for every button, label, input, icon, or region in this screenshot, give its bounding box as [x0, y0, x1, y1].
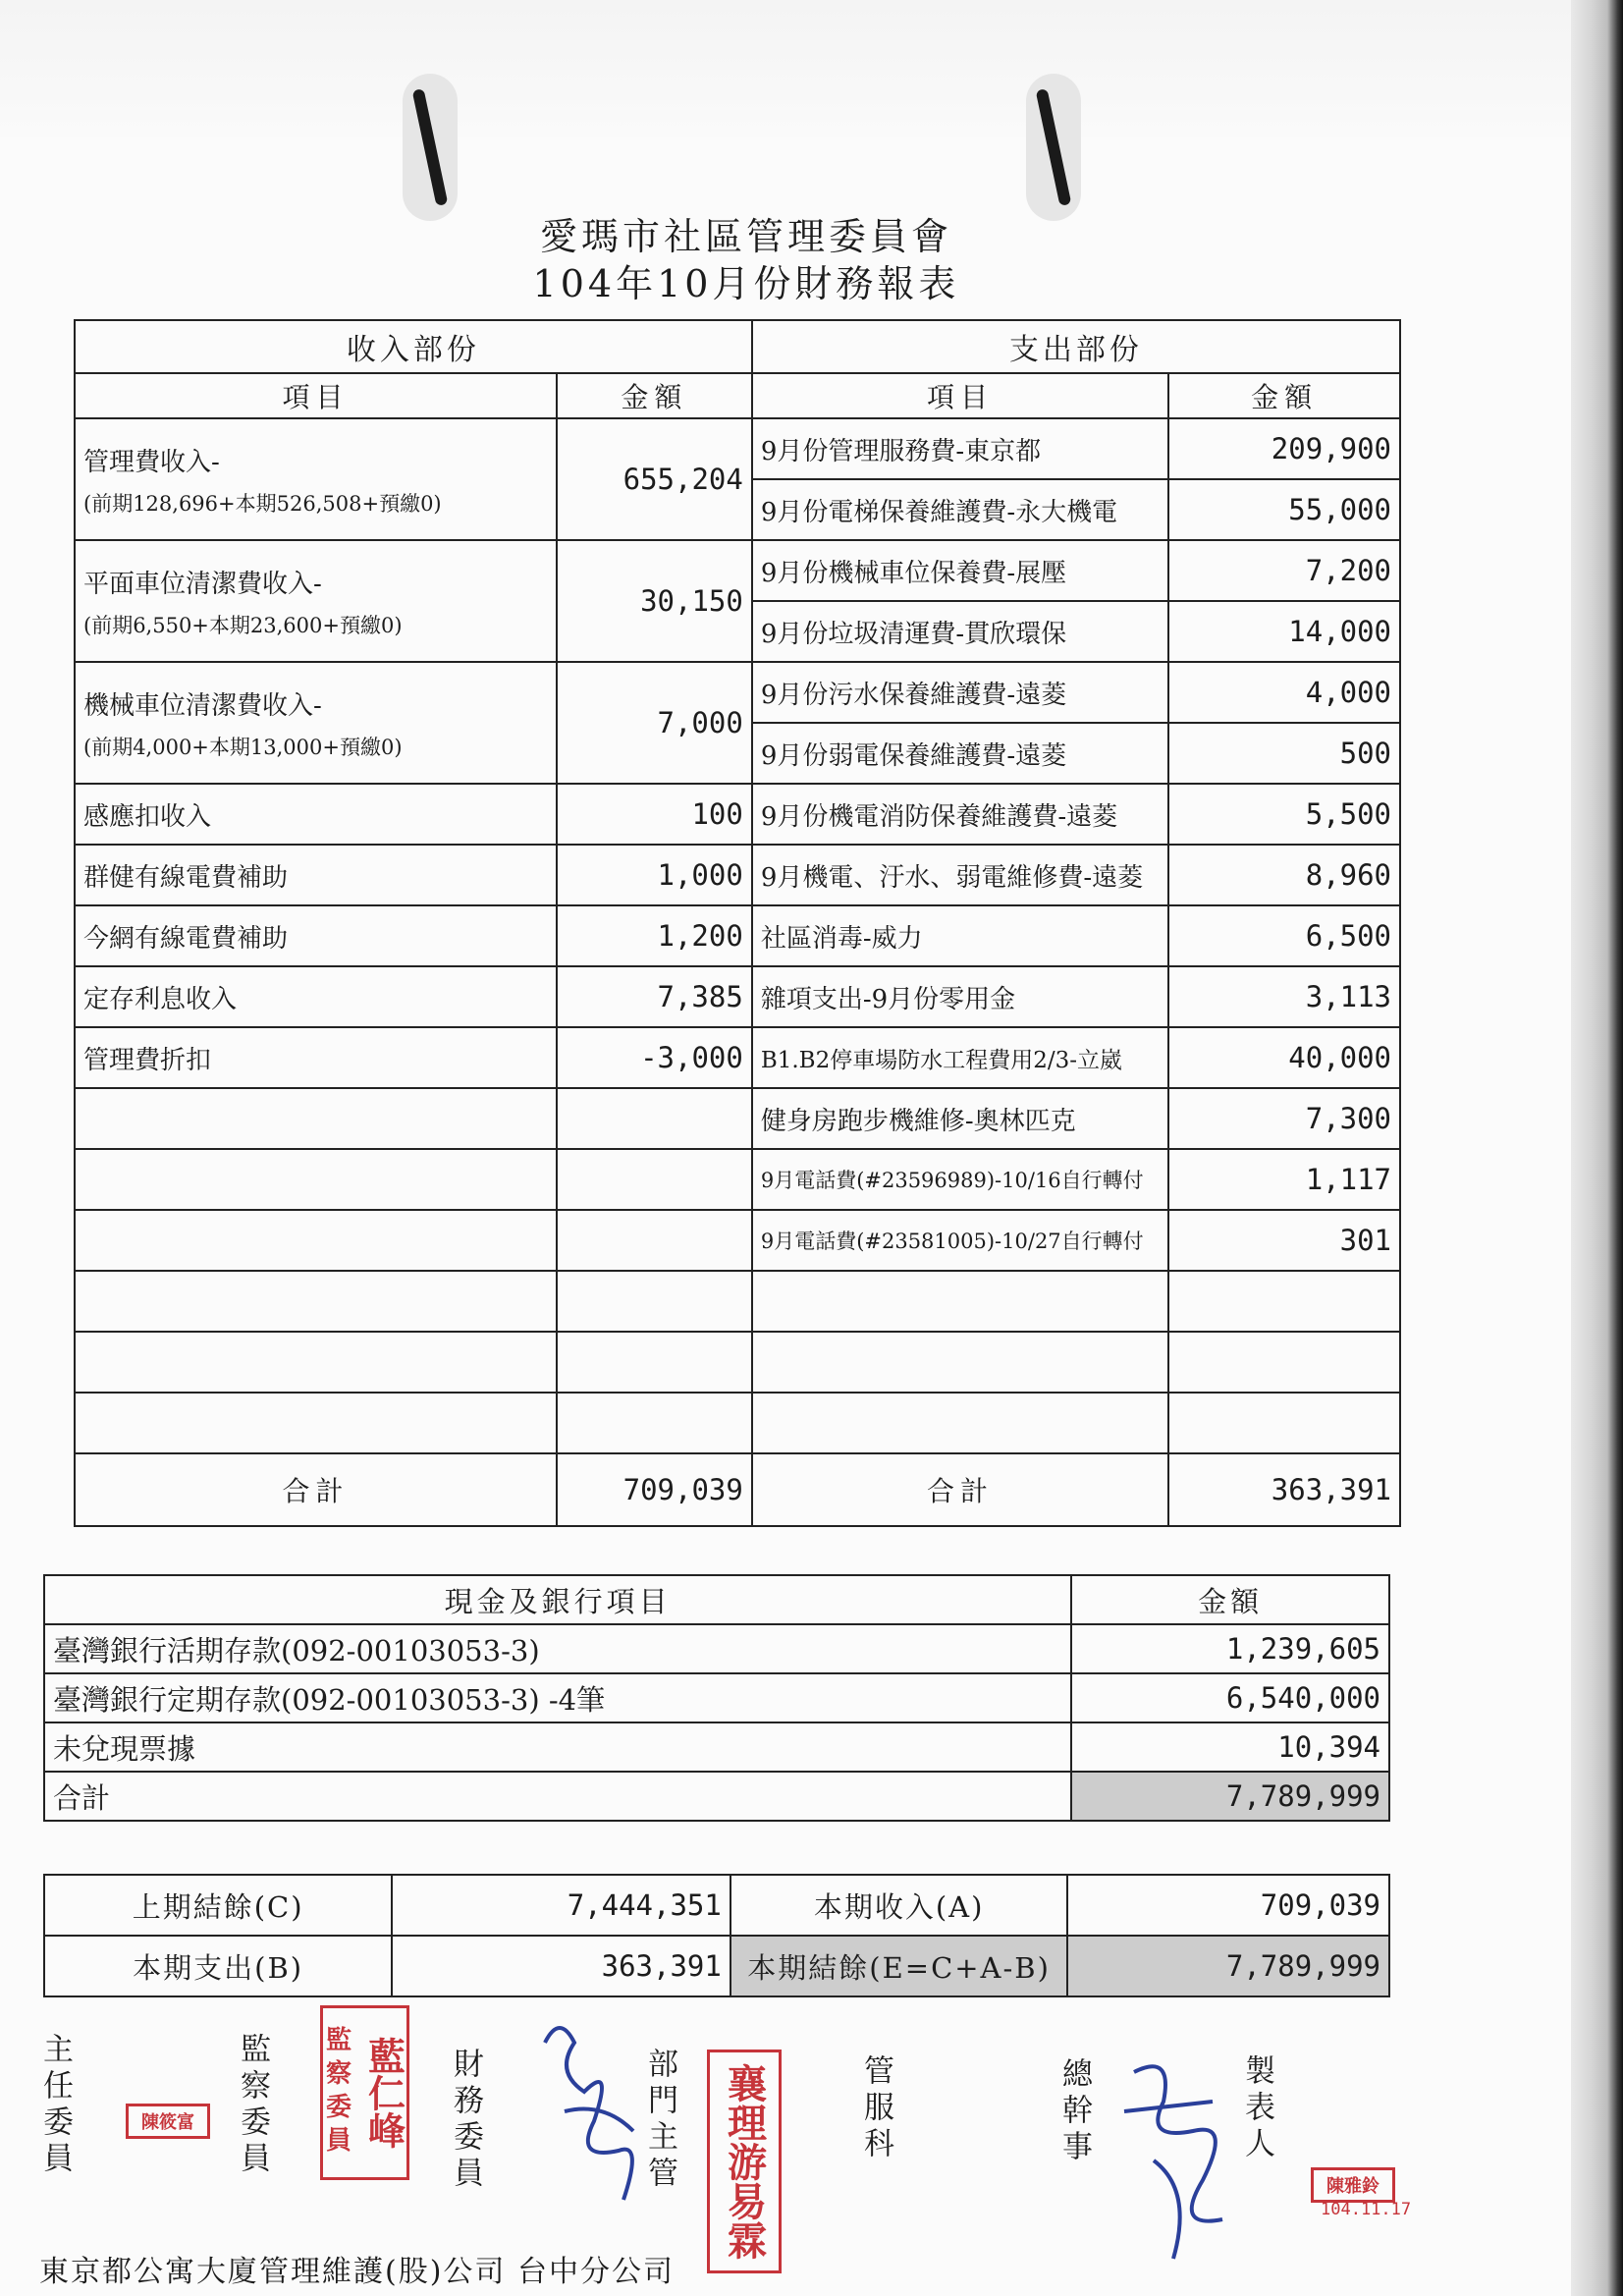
supervisor-stamp — [320, 2005, 409, 2180]
expense-label: 9月份污水保養維護費-遠菱 — [752, 662, 1168, 723]
cash-bank-table — [43, 1574, 1390, 1822]
expense-amount: 40,000 — [1168, 1027, 1400, 1088]
income-detail: (前期6,550+本期23,600+預繳0) — [83, 613, 403, 637]
income-row — [75, 662, 557, 784]
period-expense-label: 本期支出(B) — [44, 1936, 392, 1996]
expense-amount: 301 — [1168, 1210, 1400, 1271]
income-row — [75, 418, 557, 540]
expense-item-header: 項目 — [752, 373, 1168, 418]
income-amount: 655,204 — [557, 418, 752, 540]
cash-total: 7,789,999 — [1071, 1772, 1389, 1821]
binding-ring-right — [1026, 74, 1081, 221]
income-amount: 7,000 — [557, 662, 752, 784]
supervisor-label: 監察委員 — [235, 2033, 270, 2178]
period-income: 709,039 — [1067, 1875, 1389, 1936]
org-title: 愛瑪市社區管理委員會 — [539, 215, 952, 258]
income-label: 群健有線電費補助 — [75, 845, 557, 905]
company-footer: 東京都公寓大廈管理維護(股)公司 台中分公司 — [39, 2255, 675, 2289]
income-label: 管理費收入- — [83, 447, 220, 477]
finance-signature — [525, 2003, 653, 2229]
expense-amount: 4,000 — [1168, 662, 1400, 723]
income-total-label: 合計 — [75, 1453, 557, 1526]
cash-amount: 6,540,000 — [1071, 1673, 1389, 1722]
income-label: 感應扣收入 — [75, 784, 557, 845]
expense-label: 9月份弱電保養維護費-遠菱 — [752, 723, 1168, 784]
income-detail: (前期128,696+本期526,508+預繳0) — [83, 491, 442, 516]
expense-label: 雜項支出-9月份零用金 — [752, 966, 1168, 1027]
income-label: 管理費折扣 — [75, 1027, 557, 1088]
expense-label: 9月份管理服務費-東京都 — [752, 418, 1168, 479]
service-label: 管服科 — [858, 2054, 893, 2163]
expense-label: 健身房跑步機維修-奧林匹克 — [752, 1088, 1168, 1149]
expense-total-label: 合計 — [752, 1453, 1168, 1526]
preparer-stamp: 陳雅鈴 — [1311, 2167, 1395, 2203]
expense-label: B1.B2停車場防水工程費用2/3-立崴 — [752, 1027, 1168, 1088]
cash-label: 臺灣銀行定期存款(092-00103053-3) -4筆 — [44, 1673, 1071, 1722]
dept-stamp-title: 襄理 — [721, 2063, 768, 2142]
income-amount: -3,000 — [557, 1027, 752, 1088]
dept-stamp-name: 游易霖 — [721, 2142, 768, 2260]
preparer-label: 製表人 — [1239, 2054, 1274, 2163]
income-label: 定存利息收入 — [75, 966, 557, 1027]
prev-balance: 7,444,351 — [392, 1875, 730, 1936]
income-amount-header: 金額 — [557, 373, 752, 418]
page-fold — [0, 0, 1571, 137]
chair-stamp: 陳筱富 — [126, 2104, 210, 2139]
expense-label: 9月份電梯保養維護費-永大機電 — [752, 479, 1168, 540]
cash-amount: 1,239,605 — [1071, 1624, 1389, 1673]
income-expense-table — [74, 319, 1401, 1527]
income-label: 今網有線電費補助 — [75, 905, 557, 966]
income-row — [75, 540, 557, 662]
expense-amount: 7,200 — [1168, 540, 1400, 601]
income-total: 709,039 — [557, 1453, 752, 1526]
income-section-header: 收入部份 — [75, 320, 752, 373]
page-stack-edge — [1571, 0, 1623, 2296]
cash-label: 未兌現票據 — [44, 1722, 1071, 1772]
period-income-label: 本期收入(A) — [730, 1875, 1068, 1936]
expense-label: 9月機電、汙水、弱電維修費-遠菱 — [752, 845, 1168, 905]
expense-amount: 3,113 — [1168, 966, 1400, 1027]
dept-head-label: 部門主管 — [642, 2048, 677, 2193]
cash-amount: 10,394 — [1071, 1722, 1389, 1772]
expense-label: 9月份機電消防保養維護費-遠菱 — [752, 784, 1168, 845]
expense-amount: 209,900 — [1168, 418, 1400, 479]
expense-amount: 7,300 — [1168, 1088, 1400, 1149]
expense-amount: 500 — [1168, 723, 1400, 784]
income-amount: 1,000 — [557, 845, 752, 905]
expense-amount: 6,500 — [1168, 905, 1400, 966]
supervisor-stamp-name: 藍仁峰 — [361, 2037, 406, 2149]
stamp-date: 104.11.17 — [1321, 2200, 1412, 2219]
end-balance: 7,789,999 — [1067, 1936, 1389, 1996]
cash-label: 臺灣銀行活期存款(092-00103053-3) — [44, 1624, 1071, 1673]
expense-amount: 1,117 — [1168, 1149, 1400, 1210]
income-label: 平面車位清潔費收入- — [83, 569, 322, 599]
expense-label: 9月份垃圾清運費-貫欣環保 — [752, 601, 1168, 662]
expense-amount-header: 金額 — [1168, 373, 1400, 418]
expense-amount: 14,000 — [1168, 601, 1400, 662]
cash-total-label: 合計 — [44, 1772, 1071, 1821]
supervisor-stamp-title: 監察委員 — [321, 2026, 352, 2159]
balance-table — [43, 1874, 1390, 1997]
prev-balance-label: 上期結餘(C) — [44, 1875, 392, 1936]
expense-label: 9月電話費(#23596989)-10/16自行轉付 — [752, 1149, 1168, 1210]
expense-section-header: 支出部份 — [752, 320, 1400, 373]
expense-label: 9月份機械車位保養費-展壓 — [752, 540, 1168, 601]
dept-head-stamp — [707, 2050, 782, 2273]
expense-amount: 55,000 — [1168, 479, 1400, 540]
income-amount: 1,200 — [557, 905, 752, 966]
report-title: 104年10月份財務報表 — [532, 262, 960, 305]
income-amount: 30,150 — [557, 540, 752, 662]
cash-amount-header: 金額 — [1071, 1575, 1389, 1624]
expense-label: 社區消毒-威力 — [752, 905, 1168, 966]
expense-total: 363,391 — [1168, 1453, 1400, 1526]
income-label: 機械車位清潔費收入- — [83, 690, 322, 721]
manager-label: 總幹事 — [1056, 2057, 1092, 2166]
income-amount: 100 — [557, 784, 752, 845]
income-amount: 7,385 — [557, 966, 752, 1027]
finance-label: 財務委員 — [448, 2048, 483, 2193]
expense-label: 9月電話費(#23581005)-10/27自行轉付 — [752, 1210, 1168, 1271]
manager-signature — [1105, 2043, 1252, 2288]
cash-header: 現金及銀行項目 — [44, 1575, 1071, 1624]
expense-amount: 5,500 — [1168, 784, 1400, 845]
period-expense: 363,391 — [392, 1936, 730, 1996]
expense-amount: 8,960 — [1168, 845, 1400, 905]
chair-label: 主任委員 — [37, 2033, 73, 2178]
income-detail: (前期4,000+本期13,000+預繳0) — [83, 735, 403, 759]
income-item-header: 項目 — [75, 373, 557, 418]
binding-ring-left — [403, 74, 458, 221]
end-balance-label: 本期結餘(E=C+A-B) — [730, 1936, 1068, 1996]
